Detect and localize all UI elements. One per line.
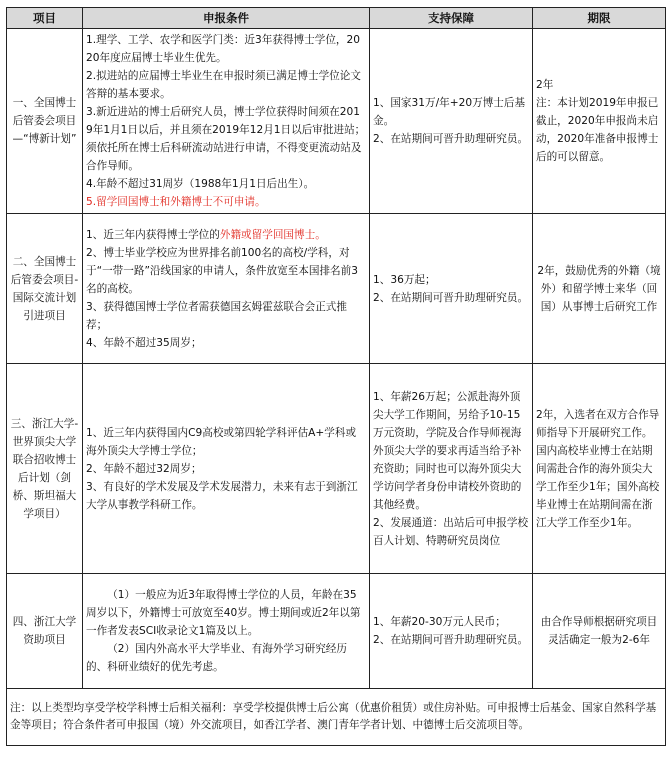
support-cell — [370, 574, 533, 689]
support-item: 1、国家31万/年+20万博士后基金。 — [373, 97, 526, 127]
condition-item: （2）国内外高水平大学毕业、有海外学习研究经历的、科研业绩好的优先考虑。 — [86, 643, 347, 673]
table-row — [7, 574, 666, 689]
condition-item: 1、近三年内获得国内C9高校或第四轮学科评估A+学科或海外顶尖大学博士学位； — [86, 426, 357, 457]
condition-item-highlight: 外籍或留学回国博士。 — [219, 228, 326, 241]
header-project: 项目 — [7, 8, 83, 29]
condition-item: （1）一般应为近3年取得博士学位的人员，年龄在35周岁以下，外籍博士可放宽至40岁。博士期间或近2年以第一作者发表SCI收录论文1篇及以上。 — [86, 589, 361, 637]
project-name: 四、浙江大学资助项目 — [7, 574, 83, 689]
project-name: 三、浙江大学-世界顶尖大学联合招收博士后计划（剑桥、斯坦福大学项目） — [7, 364, 83, 574]
condition-item: 1、近三年内获得博士学位的 — [86, 228, 220, 241]
table-row — [7, 214, 666, 364]
support-cell — [370, 364, 533, 574]
table-row — [7, 29, 666, 214]
period-item: 国内高校毕业博士在站期间需赴合作的海外顶尖大学工作至少1年；国外高校毕业博士在站期间需在浙江大学工作至少1年。 — [536, 444, 660, 529]
support-item: 2、在站期间可晋升助理研究员。 — [373, 634, 529, 646]
condition-item: 4、年龄不超过35周岁； — [86, 336, 202, 349]
programs-table — [6, 7, 666, 746]
period-item: 2年 — [536, 79, 554, 91]
support-item: 1、年薪26万起；公派赴海外顶尖大学工作期间，另给予10-15万元资助，学院及合作导师视海外顶尖大学的要求再适当给予补充资助；同时也可以海外顶尖大学访问学者身份申请校外资助的其他经费。 — [373, 390, 522, 511]
support-item: 2、在站期间可晋升助理研究员。 — [373, 133, 529, 145]
period-item: 2年，鼓励优秀的外籍（境外）和留学博士来华（回国）从事博士后研究工作 — [537, 264, 661, 313]
period-item: 2年，入选者在双方合作导师指导下开展研究工作。 — [536, 408, 660, 439]
header-period: 期限 — [533, 8, 666, 29]
header-conditions: 申报条件 — [83, 8, 370, 29]
project-name: 一、全国博士后管委会项目—“博新计划” — [7, 29, 83, 214]
condition-item-highlight: 5.留学回国博士和外籍博士不可申请。 — [86, 196, 266, 208]
period-cell — [533, 29, 666, 214]
header-support: 支持保障 — [370, 8, 533, 29]
conditions-cell — [83, 574, 370, 689]
support-item: 1、36万起； — [373, 273, 436, 286]
condition-item: 2、博士毕业学校应为世界排名前100名的高校/学科，对于“一带一路”沿线国家的申请人，条件放宽至本国排名前3名的高校。 — [86, 246, 358, 295]
conditions-cell — [83, 364, 370, 574]
table-row — [7, 364, 666, 574]
period-item: 由合作导师根据研究项目灵活确定一般为2-6年 — [540, 616, 658, 646]
condition-item: 4.年龄不超过31周岁（1988年1月1日后出生）。 — [86, 178, 315, 190]
support-cell — [370, 29, 533, 214]
support-item: 2、在站期间可晋升助理研究员。 — [373, 291, 529, 304]
period-item: 注：本计划2019年申报已截止，2020年申报尚未启动，2020年准备申报博士后的可以留意。 — [536, 97, 659, 163]
conditions-cell — [83, 214, 370, 364]
condition-item: 3、获得德国博士学位者需获德国玄姆霍兹联合会正式推荐； — [86, 300, 347, 331]
support-item: 1、年薪20-30万元人民币； — [373, 616, 506, 628]
condition-item: 3.新近进站的博士后研究人员，博士学位获得时间须在2019年1月1日以后，并且须在2019年12月1日以后审批进站；须依托所在博士后科研流动站进行申请，不得变更流动站及合作导师。 — [86, 106, 366, 172]
table-header-row — [7, 8, 666, 29]
condition-item: 3、有良好的学术发展及学术发展潜力，未来有志于到浙江大学从事教学科研工作。 — [86, 480, 358, 511]
support-cell — [370, 214, 533, 364]
condition-item: 1.理学、工学、农学和医学门类：近3年获得博士学位，2020年度应届博士毕业生优先。 — [86, 34, 360, 64]
period-cell — [533, 214, 666, 364]
period-cell — [533, 364, 666, 574]
period-cell — [533, 574, 666, 689]
condition-item: 2、年龄不超过32周岁； — [86, 462, 202, 475]
condition-item: 2.拟进站的应届博士毕业生在申报时须已满足博士学位论文答辩的基本要求。 — [86, 70, 361, 100]
footnote: 注：以上类型均享受学校学科博士后相关福利：享受学校提供博士后公寓（优惠价租赁）或住房补贴。可申报博士后基金、国家自然科学基金等项目；符合条件者可申报国（境）外交流项目，如香江学者、澳门青年学者计划、中德博士后交流项目等。 — [7, 689, 666, 746]
support-item: 2、发展通道：出站后可申报学校百人计划、特聘研究员岗位 — [373, 516, 529, 547]
project-name: 二、全国博士后管委会项目-国际交流计划引进项目 — [7, 214, 83, 364]
note-row — [7, 689, 666, 746]
conditions-cell — [83, 29, 370, 214]
